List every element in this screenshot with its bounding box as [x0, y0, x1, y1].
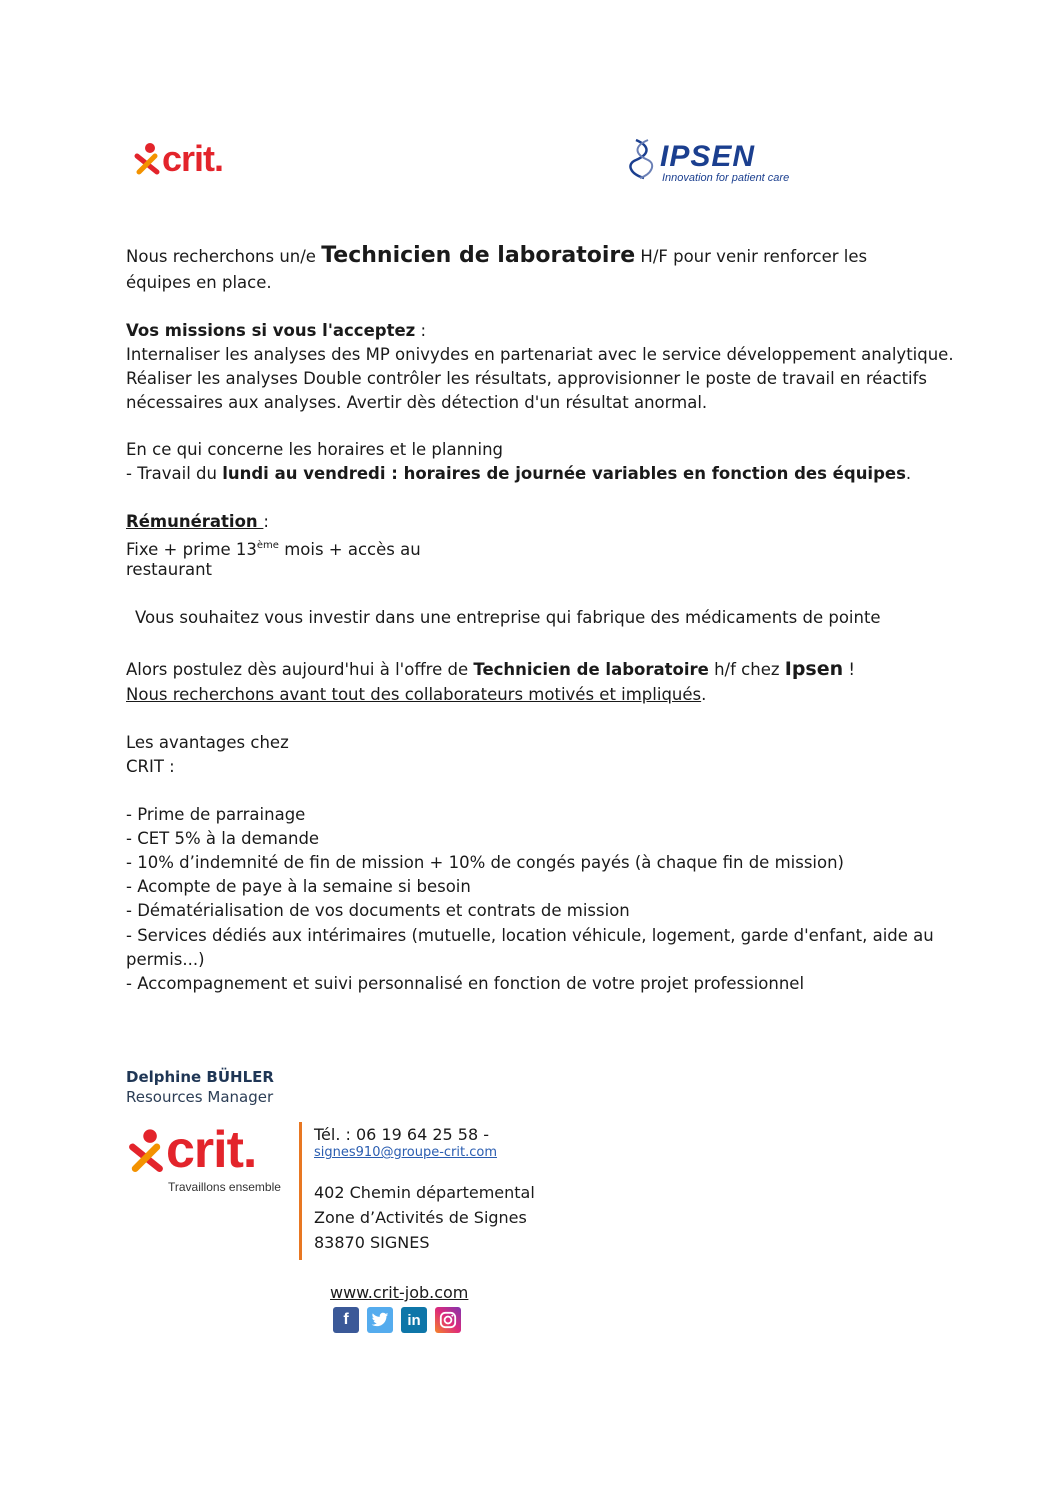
remuneration-heading: Rémunération : — [126, 512, 269, 531]
job-title: Technicien de laboratoire — [321, 243, 636, 268]
avantages-line-1: Les avantages chez — [126, 733, 289, 752]
ipsen-wordmark: IPSEN — [660, 140, 756, 173]
horaires-line-2: - Travail du lundi au vendredi : horaires de journée variables en fonction des équipes. — [126, 464, 912, 483]
signature-tel: Tél. : 06 19 64 25 58 - — [314, 1125, 489, 1144]
crit-figure-icon — [134, 142, 160, 176]
signature-divider — [299, 1122, 302, 1260]
instagram-icon[interactable] — [435, 1307, 461, 1333]
intro-line-2: équipes en place. — [126, 273, 272, 292]
company-name: Ipsen — [784, 658, 844, 680]
crit-logo-bottom — [128, 1121, 293, 1196]
crit-logo-top — [134, 138, 223, 180]
address-line: 402 Chemin départemental — [314, 1183, 535, 1202]
address-line: 83870 SIGNES — [314, 1233, 430, 1252]
list-item: - Acompte de paye à la semaine si besoin — [126, 877, 471, 896]
ipsen-tagline: Innovation for patient care — [662, 172, 790, 184]
facebook-icon[interactable]: f — [333, 1307, 359, 1333]
list-item: permis...) — [126, 950, 205, 969]
remuneration-line-1: Fixe + prime 13ème mois + accès au — [126, 540, 421, 559]
apply-line-1: Alors postulez dès aujourd'hui à l'offre de Technicien de laboratoire h/f chez Ipsen ! — [126, 658, 856, 680]
ipsen-logo — [628, 136, 798, 184]
apply-line-2: Nous recherchons avant tout des collaborateurs motivés et impliqués. — [126, 685, 707, 704]
list-item: - CET 5% à la demande — [126, 829, 320, 848]
intro-line-1: Nous recherchons un/e Technicien de laboratoire H/F pour venir renforcer les — [126, 243, 868, 268]
crit-tagline: Travaillons ensemble — [168, 1180, 281, 1194]
avantages-line-2: CRIT : — [126, 757, 175, 776]
linkedin-icon[interactable]: in — [401, 1307, 427, 1333]
signature-name: Delphine BÜHLER — [126, 1068, 274, 1086]
remuneration-line-2: restaurant — [126, 560, 213, 579]
list-item: - Services dédiés aux intérimaires (mutuelle, location véhicule, logement, garde d'enfant, aide au — [126, 926, 934, 945]
crit-figure-icon — [128, 1128, 164, 1174]
ipsen-helix-icon — [628, 136, 658, 182]
list-item: - Prime de parrainage — [126, 805, 306, 824]
website-link[interactable]: www.crit-job.com — [330, 1283, 469, 1302]
list-item: - 10% d’indemnité de fin de mission + 10% de congés payés (à chaque fin de mission) — [126, 853, 844, 872]
missions-heading: Vos missions si vous l'acceptez : — [126, 321, 427, 340]
signature-email-link[interactable]: signes910@groupe-crit.com — [314, 1145, 498, 1160]
crit-wordmark: crit. — [166, 1121, 257, 1179]
social-icons — [333, 1307, 461, 1333]
twitter-icon[interactable] — [367, 1307, 393, 1333]
list-item: - Accompagnement et suivi personnalisé en fonction de votre projet professionnel — [126, 974, 805, 993]
list-item: - Dématérialisation de vos documents et contrats de mission — [126, 901, 630, 920]
invest-line: Vous souhaitez vous investir dans une entreprise qui fabrique des médicaments de pointe — [135, 608, 881, 627]
missions-line-1: Internaliser les analyses des MP onivydes en partenariat avec le service développement analytique. — [126, 345, 954, 364]
address-line: Zone d’Activités de Signes — [314, 1208, 527, 1227]
missions-line-3: nécessaires aux analyses. Avertir dès détection d'un résultat anormal. — [126, 393, 708, 412]
crit-wordmark: crit. — [162, 138, 224, 179]
horaires-line-1: En ce qui concerne les horaires et le planning — [126, 440, 504, 459]
missions-line-2: Réaliser les analyses Double contrôler les résultats, approvisionner le poste de travail en réactifs — [126, 369, 928, 388]
signature-role: Resources Manager — [126, 1088, 274, 1106]
